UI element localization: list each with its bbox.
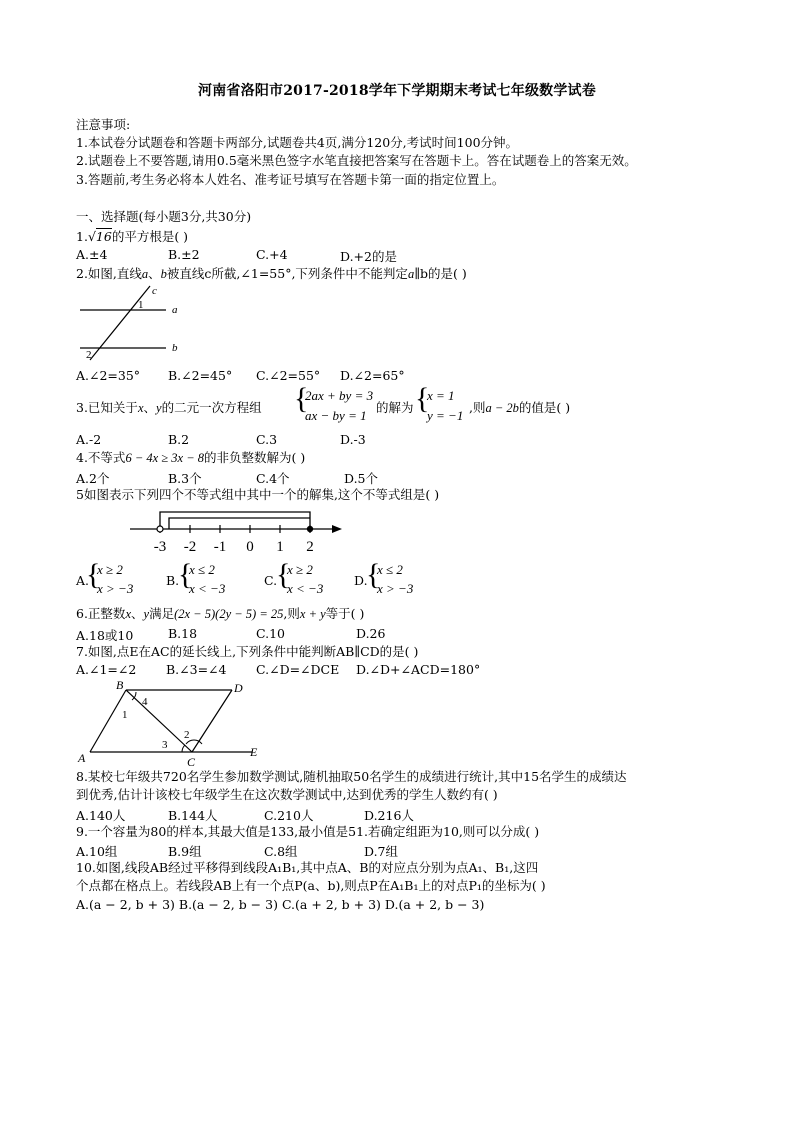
question-text: 的平方根是( ) — [111, 229, 189, 244]
q10-option-b: B.(a − 2, b − 3) — [178, 897, 278, 912]
number-line-figure — [120, 504, 350, 558]
q2-option-c: C.∠2=55° — [256, 368, 321, 383]
label-b: B — [116, 678, 124, 692]
q7-option-b: B.∠3=∠4 — [166, 662, 227, 677]
label-a: a — [172, 304, 178, 316]
q6-option-d: D.26 — [356, 626, 386, 641]
segment-ab — [90, 690, 126, 752]
q10-option-a: A.(a − 2, b + 3) — [76, 897, 175, 912]
q1-option-a: A.±4 — [76, 247, 108, 262]
open-point — [157, 526, 163, 532]
q5-option-b-label: B. — [166, 573, 180, 588]
question-6 — [76, 606, 364, 622]
label-angle-3: 3 — [162, 739, 168, 751]
q6-sep: 、 — [131, 606, 144, 621]
q4-option-b: B.3个 — [168, 471, 202, 486]
q7-option-d: D.∠D+∠ACD=180° — [356, 662, 481, 677]
label-angle-2: 2 — [184, 729, 190, 741]
q3-post: 的值是( ) — [518, 400, 571, 415]
q3-eq2: ax − by = 1 — [305, 408, 367, 423]
label-angle-2: 2 — [86, 349, 92, 361]
question-8-line-1: 8.某校七年级共720名学生参加数学测试,随机抽取50名学生的成绩进行统计,其中15名学生的成绩达 — [76, 769, 627, 784]
notice-item-1: 1.本试卷分试题卷和答题卡两部分,试题卷共4页,满分120分,考试时间100分钟。 — [76, 135, 519, 150]
q2-option-a: A.∠2=35° — [76, 368, 141, 383]
q3-option-c: C.3 — [256, 432, 278, 447]
q6-text-mid: 满足 — [149, 606, 175, 621]
q5-option-c-top: x ≥ 2 — [287, 562, 313, 577]
q4-text-end: 的非负整数解为( ) — [204, 450, 306, 465]
q6-sum: x + y — [299, 607, 326, 621]
q3-sol1: x = 1 — [427, 388, 455, 403]
q6-post-pre: ,则 — [283, 606, 300, 621]
tick-label: 0 — [246, 539, 254, 555]
q3-option-b: B.2 — [168, 432, 190, 447]
section-heading: 一、选择题(每小题3分,共30分) — [76, 209, 252, 224]
segment-dc — [192, 690, 232, 752]
q3-text: 3.已知关于 — [76, 400, 138, 415]
tick-label: -3 — [153, 539, 167, 555]
question-1 — [76, 228, 188, 245]
q9-option-d: D.7组 — [364, 844, 399, 859]
q1-option-c: C.+4 — [256, 247, 288, 262]
sqrt-symbol: √ — [87, 229, 96, 244]
solution-bracket-left — [160, 512, 310, 529]
q6-expr: (2x − 5)(2y − 5) = 25 — [174, 607, 284, 621]
q5-option-b-bottom: x < −3 — [189, 581, 226, 596]
q7-figure — [74, 676, 274, 768]
q3-sep: 、 — [143, 400, 157, 415]
q4-text: 4.不等式 — [76, 450, 126, 465]
q3-brace-2: { — [415, 382, 430, 415]
q3-post-pre: ,则 — [469, 400, 486, 415]
var-a: a — [407, 267, 415, 281]
notice-item-2: 2.试题卷上不要答题,请用0.5毫米黑色签字水笔直接把答案写在答题卡上。答在试题卷上的答案无效。 — [76, 153, 637, 168]
tick-label: 1 — [276, 539, 284, 555]
q9-option-a: A.10组 — [76, 844, 118, 859]
q4-option-c: C.4个 — [256, 471, 290, 486]
q6-text-end: 等于( ) — [325, 606, 365, 621]
q9-option-b: B.9组 — [168, 844, 202, 859]
q7-option-a: A.∠1=∠2 — [76, 662, 137, 677]
var-y: y — [156, 401, 162, 415]
q2-option-b: B.∠2=45° — [168, 368, 233, 383]
q2-text-mid: 被直线c所截,∠1=55°,下列条件中不能判定 — [166, 266, 408, 281]
q10-option-d: D.(a + 2, b − 3) — [384, 897, 485, 912]
q2-sep: 、 — [148, 266, 161, 281]
q2-text-end: ∥b的是( ) — [414, 266, 467, 281]
var-a: a — [141, 267, 149, 281]
label-c: C — [187, 755, 196, 768]
var-x: x — [137, 401, 144, 415]
q5-option-c-label: C. — [264, 573, 278, 588]
q3-brace-1: { — [294, 382, 309, 415]
q1-option-d: D.+2的是 — [340, 249, 397, 264]
q5-option-c-brace: { — [276, 558, 291, 591]
q5-option-b-brace: { — [178, 558, 193, 591]
var-x: x — [125, 607, 131, 621]
q2-figure — [74, 282, 204, 364]
q6-text: 6.正整数 — [76, 606, 126, 621]
var-b: b — [160, 267, 167, 281]
q3-sol2: y = −1 — [427, 408, 464, 423]
sqrt-radicand: 16 — [95, 229, 112, 244]
question-number: 1. — [76, 229, 88, 244]
q6-option-a: A.18或10 — [76, 628, 134, 643]
q8-option-d: D.216人 — [364, 808, 414, 823]
q10-option-c: C.(a + 2, b + 3) — [281, 897, 381, 912]
tick-label: 2 — [306, 539, 314, 555]
q8-option-c: C.210人 — [264, 808, 314, 823]
q2-text: 2.如图,直线 — [76, 266, 142, 281]
q5-option-a-label: A. — [76, 573, 90, 588]
q5-option-d-top: x ≤ 2 — [377, 562, 403, 577]
question-9: 9.一个容量为80的样本,其最大值是133,最小值是51.若确定组距为10,则可以分成( ) — [76, 824, 540, 839]
label-d: D — [234, 681, 243, 695]
axis-arrow — [332, 525, 342, 533]
q7-option-c: C.∠D=∠DCE — [256, 662, 340, 677]
label-angle-4: 4 — [142, 696, 148, 708]
angle-arc-3 — [182, 745, 185, 752]
notice-heading: 注意事项: — [76, 117, 131, 132]
question-8-line-2: 到优秀,估计计该校七年级学生在这次数学测试中,达到优秀的学生人数约有( ) — [76, 787, 498, 802]
q5-option-c-bottom: x < −3 — [287, 581, 324, 596]
q8-option-a: A.140人 — [76, 808, 126, 823]
q5-option-d-bottom: x > −3 — [377, 581, 414, 596]
q6-option-c: C.10 — [256, 626, 285, 641]
q5-option-a-top: x ≥ 2 — [97, 562, 123, 577]
q8-option-b: B.144人 — [168, 808, 218, 823]
question-7: 7.如图,点E在AC的延长线上,下列条件中能判断AB∥CD的是( ) — [76, 644, 419, 659]
label-e: E — [250, 745, 258, 759]
q3-expr: a − 2b — [485, 401, 519, 415]
closed-point — [307, 526, 313, 532]
var-y: y — [143, 607, 150, 621]
tick-label: -1 — [213, 539, 227, 555]
question-3-text — [76, 398, 262, 416]
q3-option-d: D.-3 — [340, 432, 366, 447]
tick-labels — [154, 539, 314, 555]
page-title: 河南省洛阳市2017-2018学年下学期期末考试七年级数学试卷 — [198, 83, 596, 99]
q10-options — [76, 897, 484, 912]
question-5: 5如图表示下列四个不等式组中其中一个的解集,这个不等式组是( ) — [76, 487, 440, 502]
label-c: c — [152, 285, 157, 297]
q5-option-a-brace: { — [86, 558, 101, 591]
q3-text-mid: 的二元一次方程组 — [161, 400, 262, 415]
q3-eq1: 2ax + by = 3 — [305, 388, 374, 403]
label-a: A — [78, 751, 86, 765]
label-angle-1: 1 — [122, 709, 128, 721]
question-4 — [76, 450, 305, 466]
q5-option-d-brace: { — [366, 558, 381, 591]
q9-option-c: C.8组 — [264, 844, 298, 859]
q4-expr: 6 − 4x ≥ 3x − 8 — [125, 451, 205, 465]
q3-text-mid2: 的解为 — [376, 400, 414, 415]
question-10-line-2: 个点都在格点上。若线段AB上有一个点P(a、b),则点P在A₁B₁上的对点P₁的坐标为( ) — [76, 878, 546, 893]
q4-option-d: D.5个 — [344, 471, 379, 486]
q5-option-d-label: D. — [354, 573, 368, 588]
question-10-line-1: 10.如图,线段AB经过平移得到线段A₁B₁,其中点A、B的对应点分别为点A₁、B₁,这四 — [76, 860, 539, 875]
label-angle-1: 1 — [138, 299, 144, 311]
notice-item-3: 3.答题前,考生务必将本人姓名、准考证号填写在答题卡第一面的指定位置上。 — [76, 172, 505, 187]
q1-option-b: B.±2 — [168, 247, 200, 262]
q6-option-b: B.18 — [168, 626, 198, 641]
q5-option-b-top: x ≤ 2 — [189, 562, 215, 577]
tick-label: -2 — [183, 539, 197, 555]
q3-text-end — [469, 398, 570, 416]
label-b: b — [172, 342, 178, 354]
q5-option-a-bottom: x > −3 — [97, 581, 134, 596]
q3-option-a: A.-2 — [76, 432, 102, 447]
q4-option-a: A.2个 — [76, 471, 110, 486]
line-c — [90, 286, 150, 360]
q2-option-d: D.∠2=65° — [340, 368, 405, 383]
segment-bc — [126, 690, 192, 752]
question-2 — [76, 266, 467, 282]
